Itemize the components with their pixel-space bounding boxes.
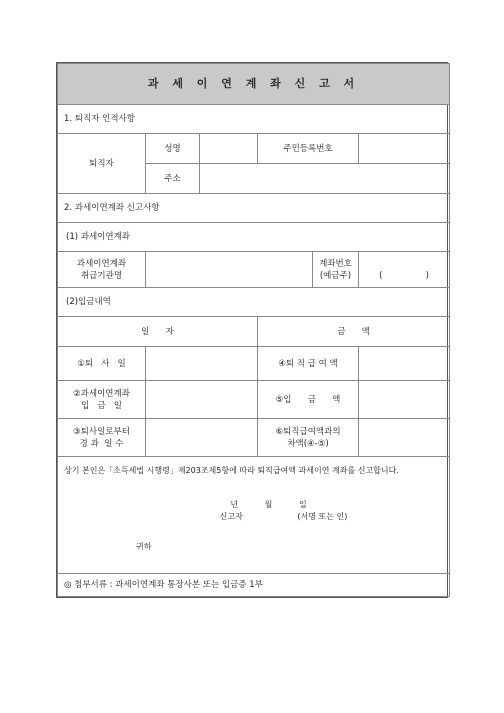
elapsed-days-field[interactable] — [146, 419, 258, 457]
attachment-note: ◎ 첨부서류 : 과세이연계좌 통장사본 또는 입금증 1부 — [58, 574, 450, 597]
deposit-amount-field[interactable] — [359, 381, 450, 419]
declaration-date — [94, 499, 443, 511]
reporter-line — [124, 511, 443, 523]
col-date-header: 일 자 — [58, 317, 258, 347]
col-amount-header: 금 액 — [258, 317, 450, 347]
institution-label-line1: 과세이연계좌 — [76, 258, 127, 269]
form-table — [57, 63, 450, 597]
deposit-date-label — [58, 381, 146, 419]
reporter-label: 신고자 — [219, 512, 243, 521]
account-number-label — [313, 252, 359, 288]
retirement-pay-field[interactable] — [359, 347, 450, 381]
address-field[interactable] — [200, 164, 450, 194]
retirement-deferral-account-form — [56, 62, 448, 598]
retiree-label: 퇴직자 — [58, 134, 146, 194]
address-label: 주소 — [146, 164, 200, 194]
resident-id-label: 주민등록번호 — [258, 134, 359, 164]
elapsed-days-label-line1: ③퇴사일로부터 — [73, 426, 130, 437]
account-number-label-line1: 계좌번호 — [319, 258, 352, 269]
declaration-statement: 상기 본인은「소득세법 시행령」제203조제5항에 따라 퇴직급여액 과세이연 계좌를 신고합니다. — [64, 466, 399, 475]
date-month: 월 — [264, 500, 273, 509]
name-label: 성명 — [146, 134, 200, 164]
deposit-date-field[interactable] — [146, 381, 258, 419]
deposit-amount-label: ⑤입 금 액 — [258, 381, 359, 419]
declaration-block — [58, 457, 450, 574]
elapsed-days-label-line2: 경 과 일 수 — [79, 438, 124, 449]
account-number-field[interactable] — [359, 252, 450, 288]
account-holder-paren: ( ) — [379, 270, 429, 281]
institution-field[interactable] — [146, 252, 313, 288]
section2-heading: 2. 과세이연계좌 신고사항 — [58, 194, 450, 223]
retirement-date-field[interactable] — [146, 347, 258, 381]
section1-heading: 1. 퇴직자 인적사항 — [58, 105, 450, 134]
form-title: 과 세 이 연 계 좌 신 고 서 — [58, 64, 450, 105]
difference-field[interactable] — [359, 419, 450, 457]
resident-id-field[interactable] — [359, 134, 450, 164]
account-holder-label: (예금주) — [319, 270, 352, 281]
name-field[interactable] — [200, 134, 258, 164]
elapsed-days-label — [58, 419, 146, 457]
subsection-deferral-account: (1) 과세이연계좌 — [58, 223, 450, 252]
date-day: 일 — [298, 500, 307, 509]
deposit-date-label-line2: 입 금 일 — [81, 400, 122, 411]
date-year: 년 — [230, 500, 239, 509]
difference-label-line1: ⑥퇴직급여액과의 — [275, 426, 341, 437]
institution-label — [58, 252, 146, 288]
retirement-pay-label: ④퇴 직 급 여 액 — [258, 347, 359, 381]
subsection-deposit-details: (2)입금내역 — [58, 288, 450, 317]
difference-label — [258, 419, 359, 457]
retirement-date-label: ①퇴 사 일 — [58, 347, 146, 381]
deposit-date-label-line1: ②과세이연계좌 — [73, 388, 130, 399]
institution-label-line2: 취급기관명 — [80, 270, 123, 281]
signature-label: (서명 또는 인) — [297, 512, 348, 521]
addressee-label: 귀하 — [136, 542, 152, 551]
difference-label-line2: 차액(④-⑤) — [287, 438, 329, 449]
